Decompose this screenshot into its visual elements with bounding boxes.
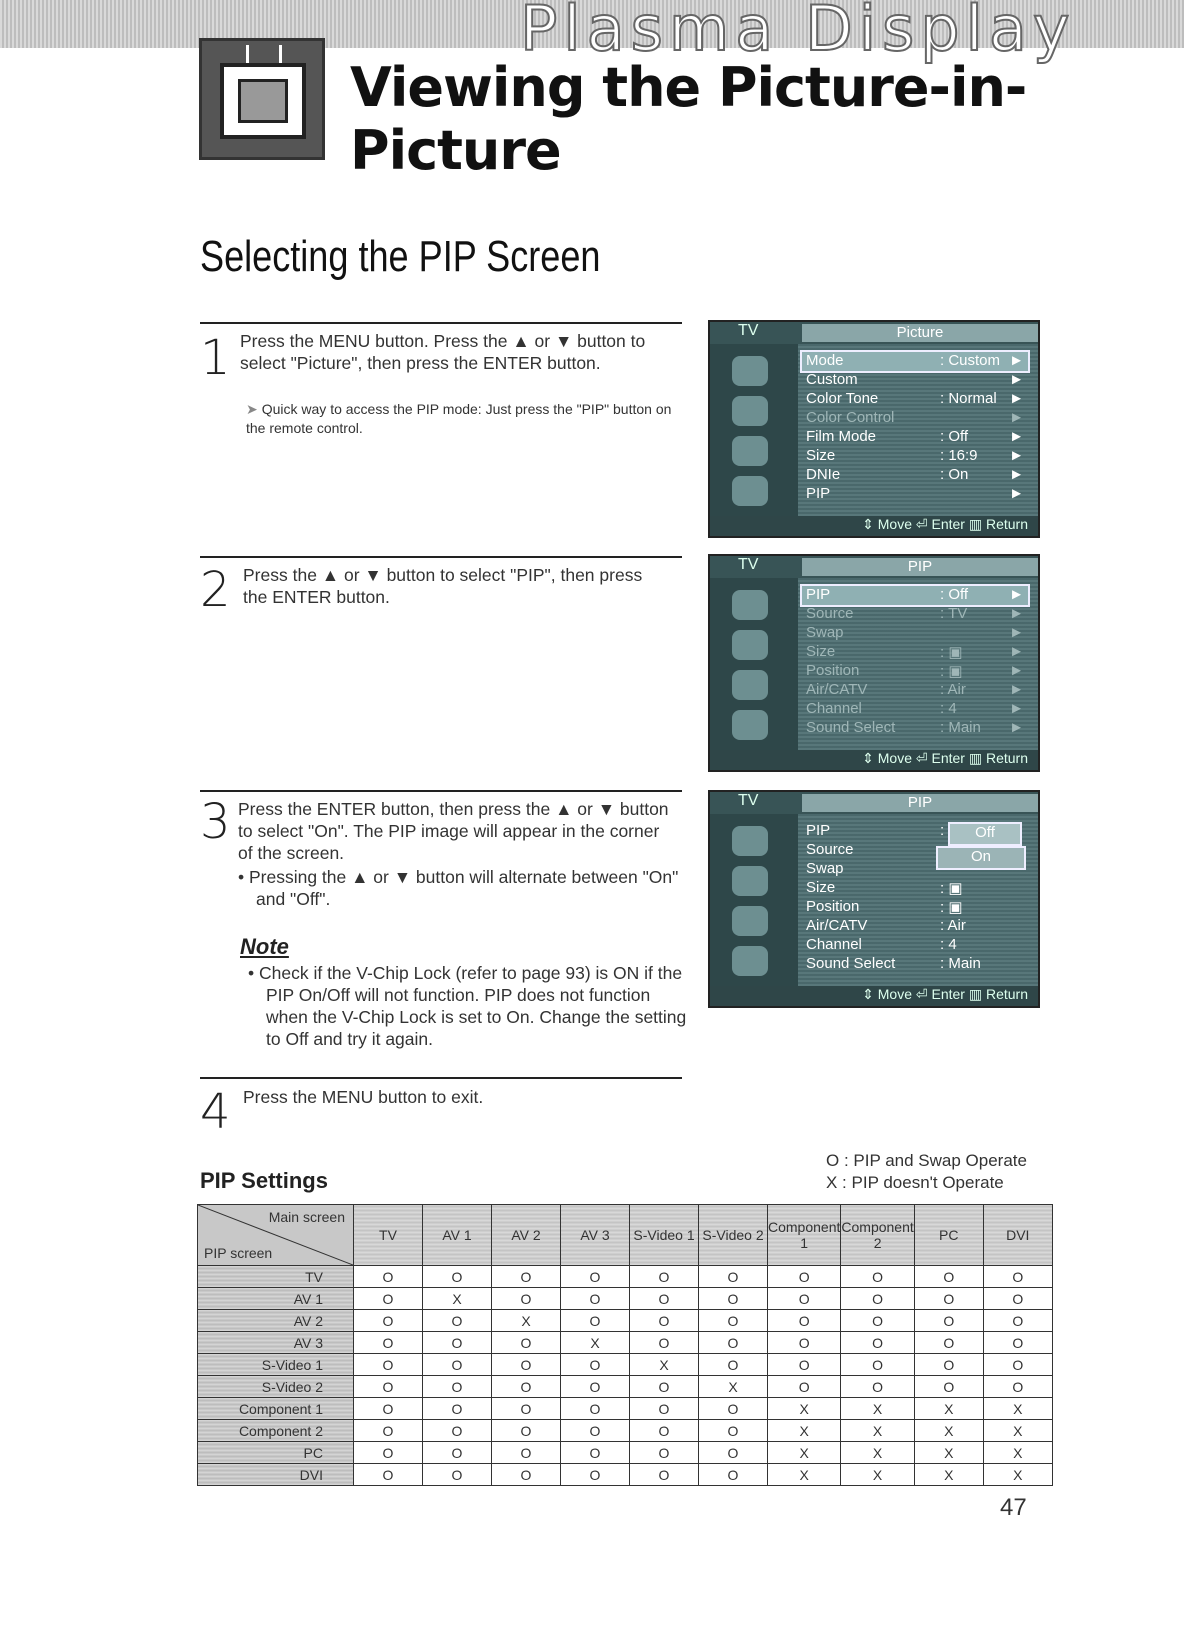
table-cell: O (423, 1310, 492, 1332)
table-cell: O (423, 1376, 492, 1398)
table-cell: O (630, 1310, 699, 1332)
osd-row[interactable]: Air/CATV : Air (806, 917, 966, 934)
table-cell: X (841, 1464, 914, 1486)
step-number: 4 (200, 1084, 231, 1140)
table-cell: O (983, 1288, 1052, 1310)
table-cell: O (630, 1332, 699, 1354)
table-cell: X (983, 1398, 1052, 1420)
table-cell: O (841, 1266, 914, 1288)
table-cell: O (492, 1376, 561, 1398)
osd-row[interactable]: PIP : (806, 822, 945, 839)
table-cell: X (914, 1398, 983, 1420)
table-cell: O (983, 1266, 1052, 1288)
legend-not-operate: X : PIP doesn't Operate (826, 1173, 1004, 1192)
table-cell: O (914, 1288, 983, 1310)
tv-icon (199, 38, 325, 160)
osd-row[interactable]: Swap ► (806, 624, 1024, 641)
table-cell: O (768, 1376, 841, 1398)
table-cell: X (630, 1354, 699, 1376)
step-text: Press the MENU button. Press the ▲ or ▼ button to select "Picture", then press the ENTER button. (240, 331, 646, 373)
osd-row[interactable]: Color Tone : Normal ► (806, 390, 1024, 407)
note-text: • Check if the V-Chip Lock (refer to page 93) is ON if the PIP On/Off will not function. PIP does not function when the V-Chip Lock is set to On. Change the setting to Off and try it again. (248, 963, 687, 1049)
corner-pip-label: PIP screen (204, 1245, 273, 1261)
table-cell: O (423, 1464, 492, 1486)
table-cell: X (561, 1332, 630, 1354)
table-cell: O (354, 1398, 423, 1420)
table-cell: O (354, 1332, 423, 1354)
table-row (198, 1420, 1053, 1442)
tip-text: ➤ Quick way to access the PIP mode: Just press the "PIP" button on the remote control. (246, 401, 672, 436)
osd-row[interactable]: Swap (806, 860, 844, 877)
table-cell: O (492, 1354, 561, 1376)
row-header: Component 2 (198, 1420, 354, 1442)
table-cell: O (914, 1310, 983, 1332)
pip-settings-table (197, 1204, 1053, 1486)
pip-settings-title: PIP Settings (200, 1168, 328, 1193)
table-cell: O (423, 1332, 492, 1354)
table-cell: O (492, 1398, 561, 1420)
osd-menu-header: PIP (802, 558, 1038, 576)
row-header: TV (198, 1266, 354, 1288)
column-header: DVI (983, 1205, 1052, 1266)
row-header: PC (198, 1442, 354, 1464)
table-cell: O (423, 1354, 492, 1376)
osd-tv-label: TV (738, 792, 759, 809)
osd-row[interactable]: Color Control ► (806, 409, 1024, 426)
page-number: 47 (1000, 1494, 1027, 1521)
table-cell: O (914, 1332, 983, 1354)
step-divider (200, 322, 682, 324)
osd-footer: ⇕ Move ⏎ Enter ▥ Return (710, 986, 1038, 1006)
table-cell: O (841, 1354, 914, 1376)
table-cell: O (354, 1310, 423, 1332)
table-cell: O (914, 1266, 983, 1288)
osd-row[interactable]: Channel : 4 (806, 936, 957, 953)
table-cell: O (561, 1376, 630, 1398)
section-title: Selecting the PIP Screen (200, 232, 601, 281)
note-title: Note (240, 934, 289, 959)
column-header: Component 1 (768, 1205, 841, 1266)
osd-row[interactable]: Sound Select : Main (806, 955, 981, 972)
table-cell: O (768, 1288, 841, 1310)
table-cell: O (983, 1376, 1052, 1398)
column-header: Component 2 (841, 1205, 914, 1266)
osd-row[interactable]: Film Mode : Off ► (806, 428, 1024, 445)
osd-row[interactable]: Mode : Custom ► (802, 352, 1028, 371)
column-header: AV 1 (423, 1205, 492, 1266)
step-divider (200, 556, 682, 558)
osd-tv-label: TV (738, 556, 759, 573)
table-cell: O (354, 1288, 423, 1310)
table-cell: O (630, 1442, 699, 1464)
table-cell: O (983, 1354, 1052, 1376)
table-cell: O (492, 1288, 561, 1310)
step-bullet: • Pressing the ▲ or ▼ button will alternate between "On" and "Off". (238, 867, 679, 909)
table-cell: O (492, 1464, 561, 1486)
table-row (198, 1332, 1053, 1354)
table-cell: O (768, 1310, 841, 1332)
osd-row[interactable]: Size : 16:9 ► (806, 447, 1024, 464)
table-cell: X (983, 1442, 1052, 1464)
table-cell: O (423, 1398, 492, 1420)
tip-arrow-icon: ➤ (246, 401, 258, 417)
table-cell: O (914, 1354, 983, 1376)
table-cell: O (423, 1442, 492, 1464)
osd-row[interactable]: Custom ► (806, 371, 1024, 388)
column-header: AV 2 (492, 1205, 561, 1266)
table-cell: O (983, 1332, 1052, 1354)
row-header: DVI (198, 1464, 354, 1486)
table-cell: O (423, 1266, 492, 1288)
osd-row[interactable]: PIP ► (806, 485, 1024, 502)
page-title: Viewing the Picture-in-Picture (350, 56, 1027, 182)
column-header: PC (914, 1205, 983, 1266)
osd-row[interactable]: Size : ▣ ► (806, 643, 1024, 661)
table-cell: O (354, 1442, 423, 1464)
row-header: AV 2 (198, 1310, 354, 1332)
table-cell: O (492, 1266, 561, 1288)
table-cell: O (354, 1376, 423, 1398)
column-header: TV (354, 1205, 423, 1266)
table-cell: O (561, 1464, 630, 1486)
table-cell: X (841, 1398, 914, 1420)
table-cell: O (699, 1420, 768, 1442)
table-cell: O (630, 1266, 699, 1288)
table-cell: O (841, 1310, 914, 1332)
table-cell: O (699, 1464, 768, 1486)
table-cell: O (768, 1332, 841, 1354)
table-cell: O (768, 1266, 841, 1288)
osd-footer: ⇕ Move ⏎ Enter ▥ Return (710, 516, 1038, 536)
table-row (198, 1442, 1053, 1464)
osd-menu-header: Picture (802, 324, 1038, 342)
table-cell: O (561, 1442, 630, 1464)
osd-row[interactable]: Position : ▣ ► (806, 662, 1024, 680)
step-text: Press the ENTER button, then press the ▲ or ▼ button to select "On". The PIP image will appear in the corner of the screen. (238, 799, 669, 863)
table-cell: O (354, 1266, 423, 1288)
table-cell: O (841, 1288, 914, 1310)
osd-pip-menu (708, 554, 1040, 772)
table-cell: X (983, 1420, 1052, 1442)
table-cell: O (561, 1420, 630, 1442)
table-cell: X (492, 1310, 561, 1332)
osd-option-off[interactable]: Off (948, 822, 1022, 846)
step-number: 1 (200, 330, 231, 386)
column-header: S-Video 2 (699, 1205, 768, 1266)
table-cell: X (841, 1442, 914, 1464)
step-number: 2 (200, 562, 231, 618)
corner-main-label: Main screen (268, 1209, 345, 1225)
table-corner-header (198, 1205, 354, 1266)
table-cell: O (841, 1376, 914, 1398)
row-header: S-Video 1 (198, 1354, 354, 1376)
osd-row[interactable]: Source : TV ► (806, 605, 1024, 622)
table-cell: O (492, 1442, 561, 1464)
osd-pip-select (708, 790, 1040, 1008)
table-cell: O (699, 1354, 768, 1376)
table-cell: O (492, 1420, 561, 1442)
table-cell: O (354, 1420, 423, 1442)
osd-row[interactable]: Sound Select : Main ► (806, 719, 1024, 736)
row-header: AV 1 (198, 1288, 354, 1310)
table-cell: X (423, 1288, 492, 1310)
table-cell: O (983, 1310, 1052, 1332)
table-cell: X (914, 1420, 983, 1442)
table-cell: O (699, 1288, 768, 1310)
osd-row[interactable]: Air/CATV : Air ► (806, 681, 1024, 698)
table-cell: O (841, 1332, 914, 1354)
table-cell: O (699, 1442, 768, 1464)
table-cell: O (699, 1266, 768, 1288)
table-cell: O (699, 1310, 768, 1332)
osd-menu-header: PIP (802, 794, 1038, 812)
osd-row[interactable]: PIP : Off ► (802, 586, 1028, 605)
legend-operate: O : PIP and Swap Operate (826, 1151, 1027, 1170)
table-cell: O (492, 1332, 561, 1354)
table-cell: O (423, 1420, 492, 1442)
table-cell: X (914, 1442, 983, 1464)
table-row (198, 1464, 1053, 1486)
table-row (198, 1398, 1053, 1420)
table-cell: X (699, 1376, 768, 1398)
pip-legend (826, 1150, 1027, 1194)
banner-text: Plasma Display (520, 0, 1076, 65)
table-cell: X (768, 1420, 841, 1442)
step-text: Press the MENU button to exit. (243, 1087, 484, 1107)
osd-tv-label: TV (738, 322, 759, 339)
row-header: S-Video 2 (198, 1376, 354, 1398)
step-number: 3 (200, 794, 231, 850)
table-cell: O (768, 1354, 841, 1376)
table-row (198, 1310, 1053, 1332)
table-cell: O (561, 1310, 630, 1332)
step-text: Press the ▲ or ▼ button to select "PIP", then press the ENTER button. (243, 565, 643, 607)
table-cell: O (914, 1376, 983, 1398)
step-divider (200, 1077, 682, 1079)
step-divider (200, 790, 682, 792)
table-cell: O (561, 1354, 630, 1376)
table-cell: O (630, 1464, 699, 1486)
table-cell: O (561, 1288, 630, 1310)
row-header: AV 3 (198, 1332, 354, 1354)
table-cell: X (914, 1464, 983, 1486)
table-cell: X (768, 1442, 841, 1464)
table-row (198, 1266, 1053, 1288)
osd-row[interactable]: DNIe : On ► (806, 466, 1024, 483)
osd-picture-menu (708, 320, 1040, 538)
table-cell: O (354, 1464, 423, 1486)
osd-row[interactable]: Position : ▣ (806, 898, 963, 916)
table-cell: X (768, 1464, 841, 1486)
table-row (198, 1288, 1053, 1310)
row-header: Component 1 (198, 1398, 354, 1420)
table-cell: O (561, 1398, 630, 1420)
table-cell: X (983, 1464, 1052, 1486)
table-cell: O (630, 1288, 699, 1310)
table-cell: X (841, 1420, 914, 1442)
column-header: S-Video 1 (630, 1205, 699, 1266)
osd-option-on[interactable]: On (936, 846, 1026, 870)
table-cell: O (630, 1398, 699, 1420)
table-cell: O (630, 1376, 699, 1398)
table-cell: O (699, 1398, 768, 1420)
table-row (198, 1354, 1053, 1376)
column-header: AV 3 (561, 1205, 630, 1266)
table-cell: X (768, 1398, 841, 1420)
table-row (198, 1376, 1053, 1398)
osd-row[interactable]: Source (806, 841, 854, 858)
table-cell: O (630, 1420, 699, 1442)
table-cell: O (699, 1332, 768, 1354)
osd-footer: ⇕ Move ⏎ Enter ▥ Return (710, 750, 1038, 770)
osd-row[interactable]: Size : ▣ (806, 879, 963, 897)
table-cell: O (561, 1266, 630, 1288)
osd-row[interactable]: Channel : 4 ► (806, 700, 1024, 717)
table-cell: O (354, 1354, 423, 1376)
